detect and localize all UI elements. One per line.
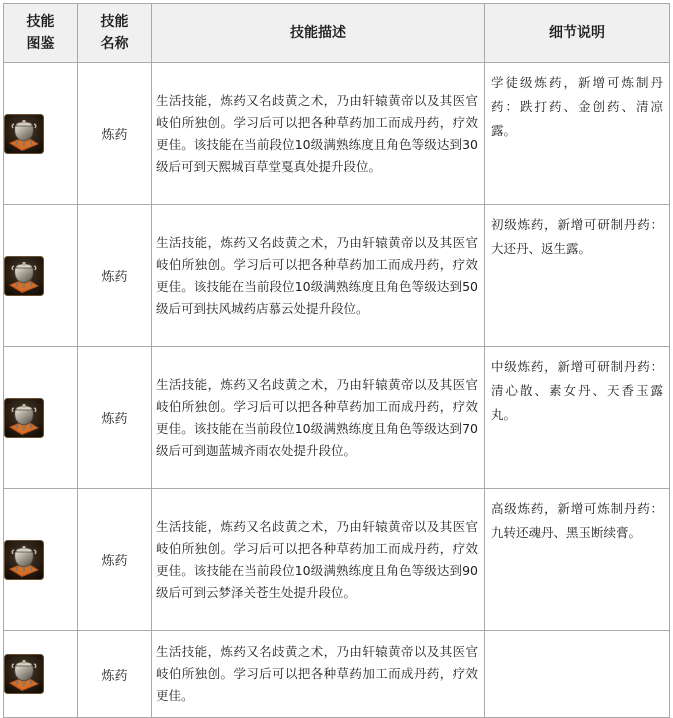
- skill-description: 生活技能，炼药又名歧黄之术，乃由轩辕黄帝以及其医官岐伯所独创。学习后可以把各种草药加工而成丹药，疗效更佳。该技能在当前段位10级满熟练度且角色等级达到70级后可到迦蓝城齐雨农处提升段位。: [152, 347, 485, 489]
- skill-name: 炼药: [78, 489, 152, 631]
- skill-description: 生活技能，炼药又名歧黄之术，乃由轩辕黄帝以及其医官岐伯所独创。学习后可以把各种草药加工而成丹药，疗效更佳。该技能在当前段位10级满熟练度且角色等级达到30级后可到天熙城百草堂戛真处提升段位。: [152, 63, 485, 205]
- skill-name: 炼药: [78, 205, 152, 347]
- alchemy-cauldron-icon: [4, 256, 44, 296]
- skill-name: 炼药: [78, 631, 152, 718]
- skill-name: 炼药: [78, 347, 152, 489]
- table-header-row: [4, 4, 670, 63]
- table-row: [4, 631, 670, 718]
- detail-notes: 中级炼药，新增可研制丹药：清心散、素女丹、天香玉露丸。: [485, 347, 670, 489]
- icon-cell: [4, 205, 78, 347]
- icon-cell: [4, 63, 78, 205]
- header-skill-name: 技能 名称: [78, 4, 152, 63]
- skill-table: [3, 3, 670, 718]
- skill-name: 炼药: [78, 63, 152, 205]
- icon-cell: [4, 489, 78, 631]
- detail-notes: 学徒级炼药，新增可炼制丹药：跌打药、金创药、清凉露。: [485, 63, 670, 205]
- alchemy-cauldron-icon: [4, 540, 44, 580]
- alchemy-cauldron-icon: [4, 114, 44, 154]
- skill-description: 生活技能，炼药又名歧黄之术，乃由轩辕黄帝以及其医官岐伯所独创。学习后可以把各种草药加工而成丹药，疗效更佳。该技能在当前段位10级满熟练度且角色等级达到90级后可到云梦泽关苍生处提升段位。: [152, 489, 485, 631]
- alchemy-cauldron-icon: [4, 654, 44, 694]
- detail-notes: 初级炼药，新增可研制丹药：大还丹、返生露。: [485, 205, 670, 347]
- header-skill-description: 技能描述: [152, 4, 485, 63]
- skill-description: 生活技能，炼药又名歧黄之术，乃由轩辕黄帝以及其医官岐伯所独创。学习后可以把各种草药加工而成丹药，疗效更佳。: [152, 631, 485, 718]
- icon-cell: [4, 631, 78, 718]
- alchemy-cauldron-icon: [4, 398, 44, 438]
- icon-cell: [4, 347, 78, 489]
- detail-notes: [485, 631, 670, 718]
- table-row: [4, 489, 670, 631]
- table-row: [4, 63, 670, 205]
- table-row: [4, 205, 670, 347]
- header-detail-notes: 细节说明: [485, 4, 670, 63]
- table-row: [4, 347, 670, 489]
- header-skill-icon: 技能 图鉴: [4, 4, 78, 63]
- skill-description: 生活技能，炼药又名歧黄之术，乃由轩辕黄帝以及其医官岐伯所独创。学习后可以把各种草药加工而成丹药，疗效更佳。该技能在当前段位10级满熟练度且角色等级达到50级后可到扶风城药店慕云处提升段位。: [152, 205, 485, 347]
- detail-notes: 高级炼药，新增可炼制丹药：九转还魂丹、黑玉断续膏。: [485, 489, 670, 631]
